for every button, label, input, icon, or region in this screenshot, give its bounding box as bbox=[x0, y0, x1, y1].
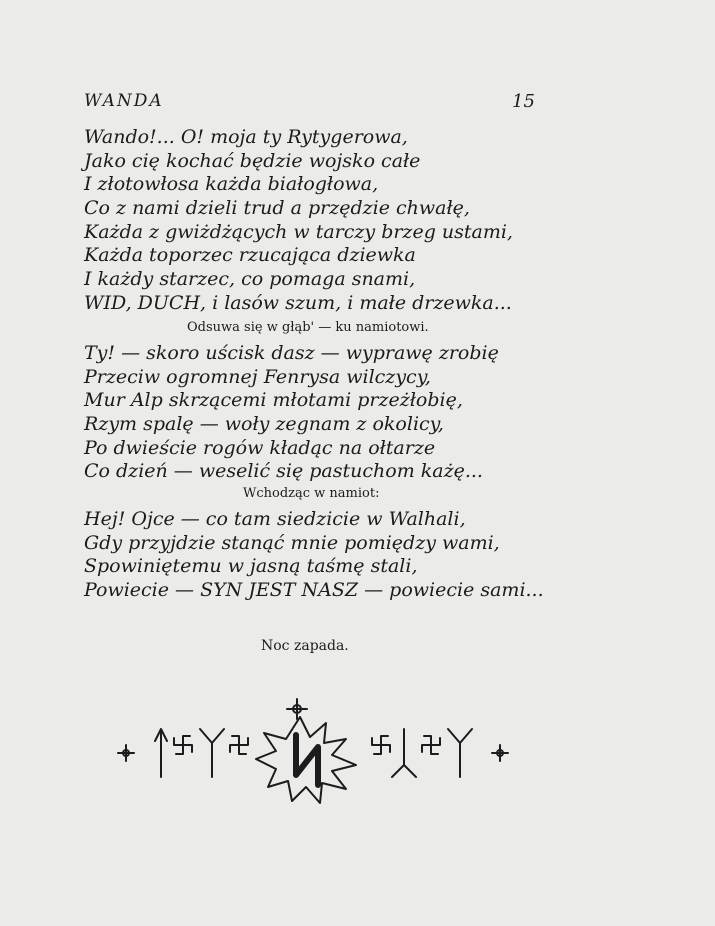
cross-rune-icon bbox=[174, 736, 192, 754]
verse-line: Gdy przyjdzie stanąć mnie pomiędzy wami, bbox=[84, 531, 500, 554]
cross-rune-icon bbox=[230, 736, 248, 754]
verse-line: Powiecie — SYN JEST NASZ — powiecie sami... bbox=[84, 579, 544, 602]
verse-line: Każda z gwiżdżących w tarczy brzeg ustami, bbox=[84, 220, 513, 243]
small-sun-icon-left bbox=[118, 745, 134, 761]
cross-rune-icon bbox=[422, 736, 440, 754]
yr-rune-icon bbox=[392, 729, 416, 777]
arrow-rune-icon bbox=[155, 729, 167, 777]
small-sun-icon-right bbox=[492, 745, 508, 761]
stanza-3 bbox=[84, 508, 544, 603]
page-number: 15 bbox=[512, 91, 535, 112]
stanza-2 bbox=[84, 342, 499, 484]
verse-line: Każda toporzec rzucająca dziewka bbox=[84, 244, 416, 267]
runic-ornament-icon bbox=[110, 695, 530, 810]
verse-line: Jako cię kochać będzie wojsko całe bbox=[84, 149, 421, 172]
verse-line: Spowiniętemu w jasną taśmę stali, bbox=[84, 555, 418, 578]
algiz-rune-icon bbox=[200, 729, 224, 777]
algiz-rune-icon bbox=[448, 729, 472, 777]
verse-line: Co dzień — weselić się pastuchom każę... bbox=[84, 460, 483, 483]
verse-line: Wando!... O! moja ty Rytygerowa, bbox=[84, 126, 408, 148]
stage-direction: Odsuwa się w głąb' — ku namiotowi. bbox=[187, 320, 429, 335]
verse-line: Mur Alp skrzącemi młotami przeżłobię, bbox=[84, 389, 463, 412]
verse-line: Rzym spalę — woły zegnam z okolicy, bbox=[84, 413, 444, 436]
verse-line: Po dwieście rogów kładąc na ołtarze bbox=[84, 436, 436, 459]
stage-direction: Wchodząc w namiot: bbox=[243, 486, 380, 501]
verse-line: Ty! — skoro uścisk dasz — wyprawę zrobię bbox=[84, 342, 499, 364]
verse-line: I złotowłosa każda białogłowa, bbox=[84, 173, 379, 196]
cross-rune-icon bbox=[372, 736, 390, 754]
verse-line: Przeciw ogromnej Fenrysa wilczycy, bbox=[84, 365, 431, 388]
sowilo-rune-icon bbox=[296, 735, 318, 785]
verse-line: Hej! Ojce — co tam siedzicie w Walhali, bbox=[84, 508, 466, 530]
running-header: WANDA bbox=[84, 91, 164, 111]
stage-direction: Noc zapada. bbox=[261, 638, 349, 654]
stanza-1 bbox=[84, 126, 513, 316]
verse-line: I każdy starzec, co pomaga snami, bbox=[84, 268, 416, 291]
verse-line: Co z nami dzieli trud a przędzie chwałę, bbox=[84, 197, 470, 220]
verse-line: WID, DUCH, i lasów szum, i małe drzewka... bbox=[84, 291, 512, 314]
